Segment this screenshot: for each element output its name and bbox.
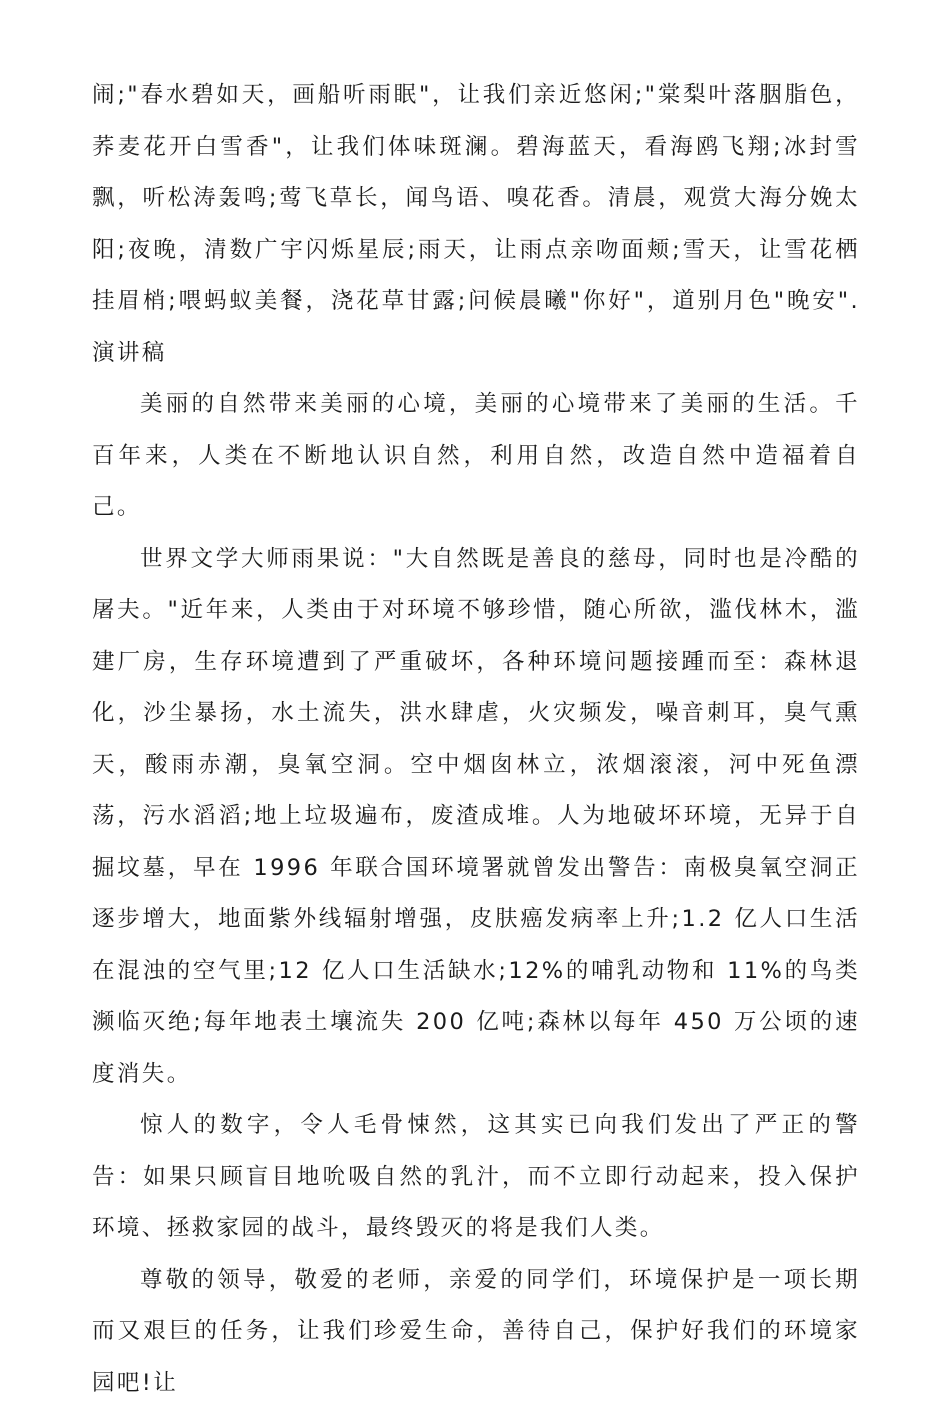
- paragraph-5: 尊敬的领导，敬爱的老师，亲爱的同学们，环境保护是一项长期而又艰巨的任务，让我们珍爱生命，善待自己，保护好我们的环境家园吧!让: [92, 1255, 860, 1409]
- paragraph-4: 惊人的数字，令人毛骨悚然，这其实已向我们发出了严正的警告：如果只顾盲目地吮吸自然的乳汁，而不立即行动起来，投入保护环境、拯救家园的战斗，最终毁灭的将是我们人类。: [92, 1100, 860, 1255]
- paragraph-2: 美丽的自然带来美丽的心境，美丽的心境带来了美丽的生活。千百年来，人类在不断地认识自然，利用自然，改造自然中造福着自己。: [92, 379, 860, 534]
- document-body: [92, 70, 860, 1409]
- paragraph-3: 世界文学大师雨果说："大自然既是善良的慈母，同时也是冷酷的屠夫。"近年来，人类由于对环境不够珍惜，随心所欲，滥伐林木，滥建厂房，生存环境遭到了严重破坏，各种环境问题接踵而至：森林退化，沙尘暴扬，水土流失，洪水肆虐，火灾频发，噪音刺耳，臭气熏天，酸雨赤潮，臭氧空洞。空中烟囱林立，浓烟滚滚，河中死鱼漂荡，污水滔滔;地上垃圾遍布，废渣成堆。人为地破坏环境，无异于自掘坟墓，早在 1996 年联合国环境署就曾发出警告：南极臭氧空洞正逐步增大，地面紫外线辐射增强，皮肤癌发病率上升;1.2 亿人口生活在混浊的空气里;12 亿人口生活缺水;12%的哺乳动物和 11%的鸟类濒临灭绝;每年地表土壤流失 200 亿吨;森林以每年 450 万公顷的速度消失。: [92, 534, 860, 1101]
- paragraph-1: 闹;"春水碧如天，画船听雨眠"，让我们亲近悠闲;"棠梨叶落胭脂色，荞麦花开白雪香"，让我们体味斑澜。碧海蓝天，看海鸥飞翔;冰封雪飘，听松涛轰鸣;莺飞草长，闻鸟语、嗅花香。清晨，观赏大海分娩太阳;夜晚，清数广宇闪烁星辰;雨天，让雨点亲吻面颊;雪天，让雪花栖挂眉梢;喂蚂蚁美餐，浇花草甘露;问候晨曦"你好"，道别月色"晚安". 演讲稿: [92, 70, 860, 379]
